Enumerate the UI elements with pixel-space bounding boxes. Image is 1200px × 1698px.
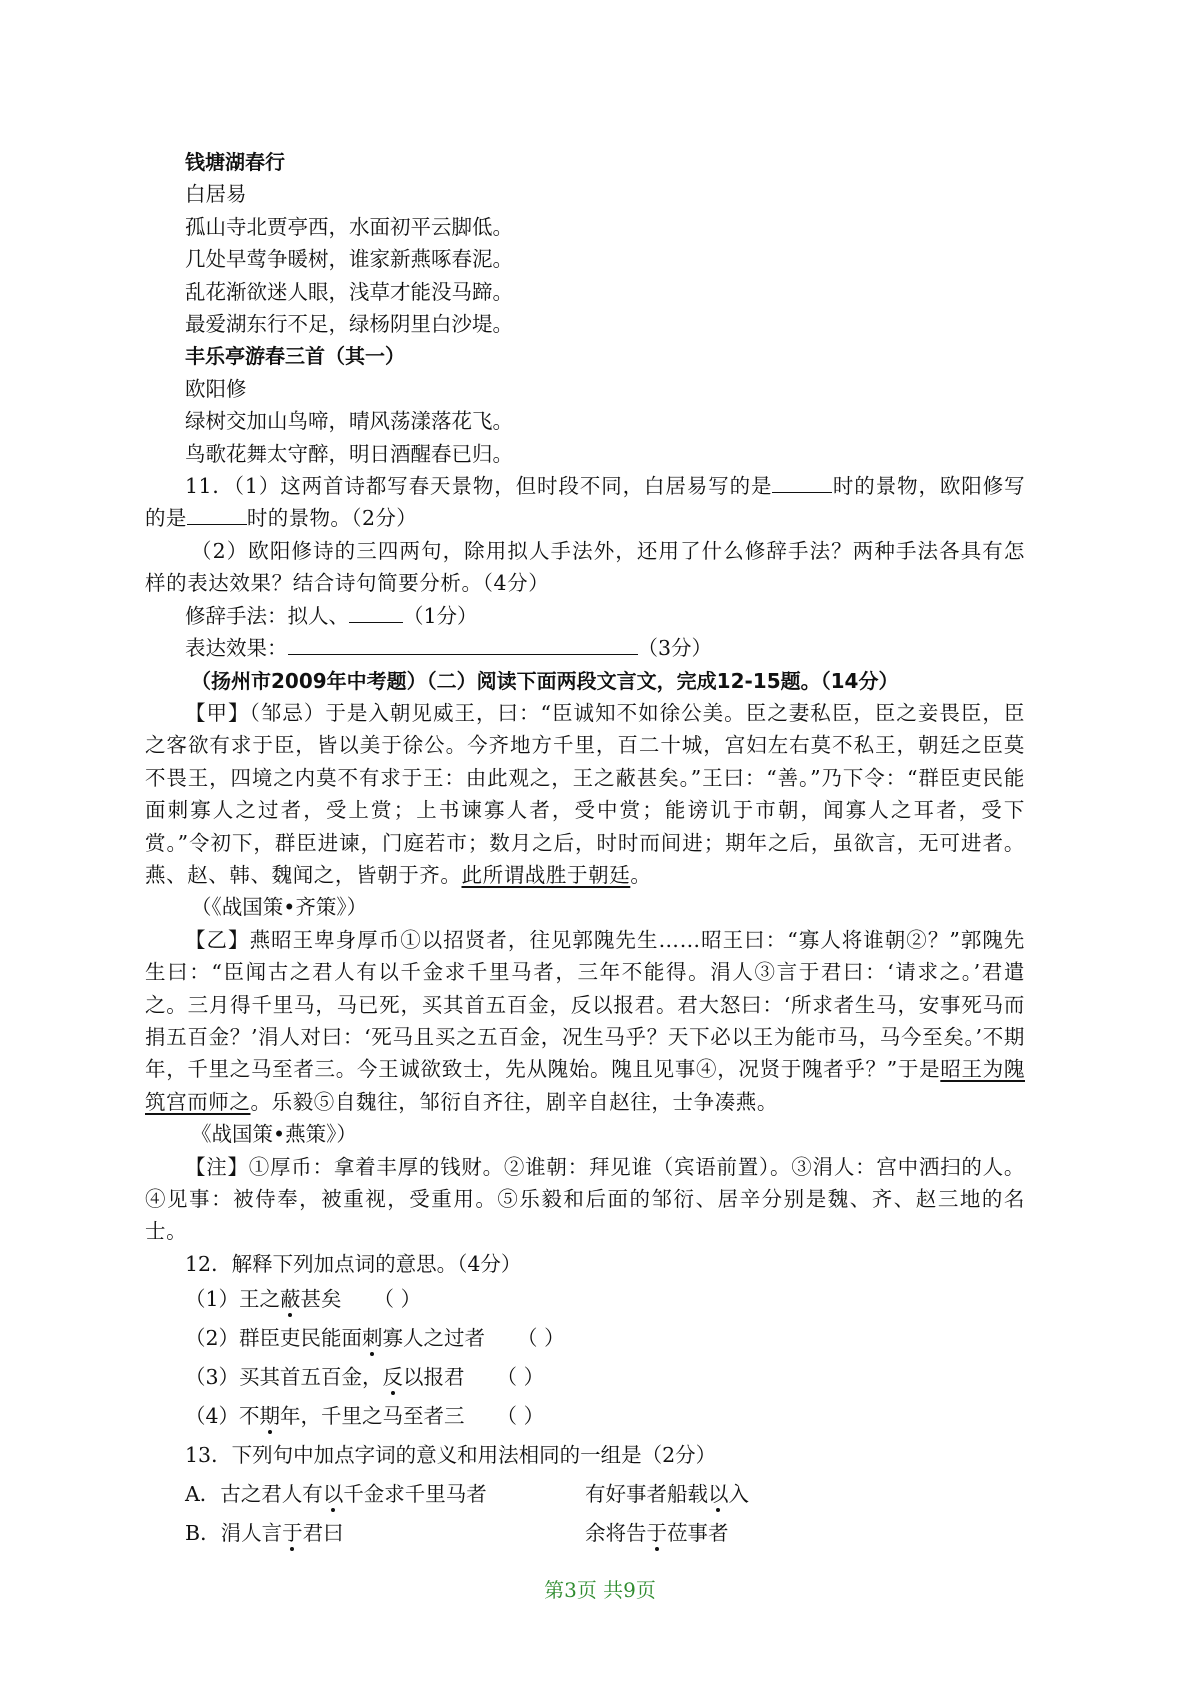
q11-rhetoric	[145, 600, 1025, 632]
text-jia-underlined: 此所谓战胜于朝廷	[461, 862, 631, 887]
poem2-lines	[185, 405, 1025, 470]
dotted-word: 期	[259, 1404, 281, 1429]
q12-item-1	[185, 1280, 1025, 1319]
text-yi-end: 。乐毅⑤自魏往，邹衍自齐往，剧辛自赵往，士争凑燕。	[250, 1089, 778, 1114]
document-page	[145, 146, 1025, 1553]
option-text: 千金求千里马者	[343, 1482, 487, 1507]
poem1-title: 钱塘湖春行	[185, 150, 285, 174]
text-yi-main: 【乙】燕昭王卑身厚币①以招贤者，往见郭隗先生……昭王曰：“寡人将谁朝②？”郭隗先生曰：“臣闻古之君人有以千金求千里马者，三年不能得。涓人③言于君曰：‘请求之。’君遣之。三月得千里马，马已死，买其首五百金，反以报君。君大怒曰：‘所求者生马，安事死马而捐五百金？’涓人对曰：‘死马且买之五百金，况生马乎？天下必以王为能市马，马今至矣。’不期年，千里之马至者三。今王诚欲致士，先从隗始。隗且见事④，况贤于隗者乎？”于是	[145, 927, 1025, 1082]
q11-part1-d: 时的景物。（2分）	[246, 506, 418, 531]
text-yi-source: 《战国策•燕策》）	[191, 1122, 357, 1147]
effect-score: （3分）	[637, 636, 713, 661]
text-jia	[145, 697, 1025, 924]
effect-label: 表达效果：	[185, 636, 288, 661]
page-footer: 第3页 共9页	[544, 1578, 656, 1602]
poem-line: 孤山寺北贾亭西，水面初平云脚低。	[185, 214, 513, 239]
answer-blank-1[interactable]	[772, 492, 832, 493]
answer-paren[interactable]: （ ）	[373, 1287, 422, 1312]
q11-part1-b: 时的景物，欧阳	[832, 474, 983, 499]
item-text: 以报君	[403, 1365, 465, 1390]
q12-item-4	[185, 1397, 1025, 1436]
poem-line: 鸟歌花舞太守醉，明日酒醒春已归。	[185, 441, 513, 466]
text-yi	[145, 924, 1025, 1151]
poem-line: 几处早莺争暖树，谁家新燕啄春泥。	[185, 247, 513, 272]
text-jia-body	[145, 697, 1025, 891]
item-text: （2）群臣吏民能面	[185, 1326, 363, 1351]
q11-effect	[145, 632, 1025, 664]
option-text: A．古之君人有	[185, 1482, 323, 1507]
poem-line: 绿树交加山鸟啼，晴风荡漾落花飞。	[185, 409, 513, 434]
item-text: （1）王之	[185, 1287, 281, 1312]
question-13	[185, 1436, 1025, 1553]
poem2-author: 欧阳修	[185, 376, 247, 401]
question-11	[145, 470, 1025, 664]
text-yi-underlined: 昭王为隗筑宫而师之	[145, 1057, 1025, 1114]
text-yi-body	[145, 924, 1025, 1118]
q13-option-a[interactable]	[185, 1475, 1025, 1514]
q11-part1	[145, 470, 1025, 535]
option-text: 莅事者	[667, 1521, 729, 1546]
q13-option-b[interactable]	[185, 1514, 1025, 1553]
option-text: B．涓人言	[185, 1521, 283, 1546]
rhetoric-score: （1分）	[403, 603, 478, 628]
rhetoric-label: 修辞手法：拟人、	[185, 603, 349, 628]
text-jia-source: （《战国策•齐策》）	[191, 895, 368, 920]
q12-stem: 12．解释下列加点词的意思。（4分）	[185, 1251, 522, 1276]
q11-part1-c: 修写的是	[145, 474, 1025, 531]
dotted-word: 刺	[362, 1326, 383, 1351]
q11-part1-a: 11．（1）这两首诗都写春天景物，但时段不同，白居易写的是	[185, 474, 773, 499]
notes	[145, 1151, 1025, 1248]
option-text: 君曰	[302, 1521, 344, 1546]
item-text: （4）不	[185, 1404, 260, 1429]
dotted-word: 以	[708, 1482, 729, 1507]
text-jia-main: 【甲】（邹忌）于是入朝见威王，曰：“臣诚知不如徐公美。臣之妻私臣，臣之妾畏臣，臣之客欲有求于臣，皆以美于徐公。今齐地方千里，百二十城，宫妇左右莫不私王，朝廷之臣莫不畏王，四境之内莫不有求于王：由此观之，王之蔽甚矣。”王曰：“善。”乃下令：“群臣吏民能面刺寡人之过者，受上赏；上书谏寡人者，受中赏；能谤讥于市朝，闻寡人之耳者，受下赏。”令初下，群臣进谏，门庭若市；数月之后，时时而间进；期年之后，虽欲言，无可进者。燕、赵、韩、魏闻之，皆朝于齐。	[145, 700, 1025, 887]
dotted-word: 反	[382, 1365, 404, 1390]
option-text: 入	[728, 1482, 749, 1507]
answer-paren[interactable]: （ ）	[496, 1365, 545, 1390]
q12-item-2	[185, 1319, 1025, 1358]
dotted-word: 于	[282, 1521, 303, 1546]
q11-part2: （2）欧阳修诗的三四两句，除用拟人手法外，还用了什么修辞手法？两种手法各具有怎样的表达效果？结合诗句简要分析。（4分）	[145, 538, 1025, 596]
poem-line: 最爱湖东行不足，绿杨阴里白沙堤。	[185, 312, 513, 337]
option-text: 余将告	[585, 1521, 647, 1546]
dotted-word: 蔽	[280, 1287, 301, 1312]
poem2-title: 丰乐亭游春三首（其一）	[185, 344, 405, 369]
item-text: 年，千里之马至者三	[280, 1404, 465, 1429]
answer-blank-2[interactable]	[187, 524, 247, 525]
poem-line: 乱花渐欲迷人眼，浅草才能没马蹄。	[185, 279, 513, 304]
rhetoric-blank[interactable]	[349, 622, 403, 623]
q12-item-3	[185, 1358, 1025, 1397]
option-text: 有好事者船载	[585, 1482, 708, 1507]
section2-heading: （扬州市2009年中考题）（二）阅读下面两段文言文，完成12-15题。（14分）	[191, 668, 899, 693]
text-jia-end: 。	[630, 862, 652, 887]
item-text: （3）买其首五百金，	[185, 1365, 383, 1390]
item-text: 甚矣	[300, 1287, 342, 1312]
dotted-word: 于	[646, 1521, 667, 1546]
notes-text: 【注】①厚币：拿着丰厚的钱财。②谁朝：拜见谁（宾语前置）。③涓人：宫中洒扫的人。④见事：被侍奉，被重视，受重用。⑤乐毅和后面的邹衍、居辛分别是魏、齐、赵三地的名士。	[145, 1154, 1025, 1244]
dotted-word: 以	[322, 1482, 344, 1507]
answer-paren[interactable]: （ ）	[496, 1404, 545, 1429]
question-12	[185, 1248, 1025, 1436]
item-text: 寡人之过者	[382, 1326, 486, 1351]
poem1-author: 白居易	[185, 182, 247, 207]
answer-paren[interactable]: （ ）	[517, 1326, 565, 1351]
q13-stem: 13．下列句中加点字词的意义和用法相同的一组是（2分）	[185, 1443, 717, 1468]
effect-blank[interactable]	[288, 654, 638, 655]
poem1-lines	[185, 211, 1025, 341]
